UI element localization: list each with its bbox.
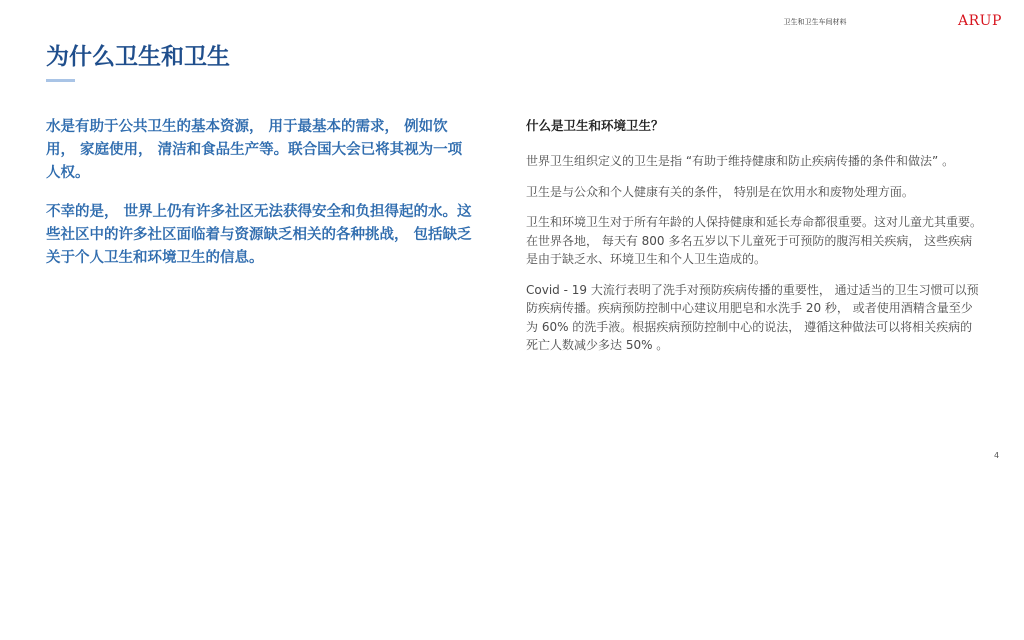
section-heading: 什么是卫生和环境卫生？ (526, 118, 664, 133)
intro-paragraph: 水是有助于公共卫生的基本资源， 用于最基本的需求， 例如饮用， 家庭使用， 清洁和食品生产等。联合国大会已将其视为一项人权。 (46, 119, 463, 181)
covid-paragraph: Covid - 19 大流行表明了洗手对预防疾病传播的重要性， 通过适当的卫生习惯可以预防疾病传播。疾病预防控制中心建议用肥皂和水洗手 20 秒， 或者使用酒精含量至少为 60% 的洗手液。根据疾病预防控制中心的说法， 遵循这种做法可以将相关疾病的死亡人数减少多达 50% 。 (526, 282, 979, 352)
arup-logo: ARUP (958, 13, 1002, 29)
challenge-paragraph: 不幸的是， 世界上仍有许多社区无法获得安全和负担得起的水。这些社区中的许多社区面临着与资源缺乏相关的各种挑战， 包括缺乏关于个人卫生和环境卫生的信息。 (46, 204, 472, 266)
title-underline (46, 79, 75, 82)
right-column (526, 116, 984, 367)
sanitation-definition-paragraph: 卫生是与公众和个人健康有关的条件， 特别是在饮用水和废物处理方面。 (526, 184, 914, 199)
importance-paragraph: 卫生和环境卫生对于所有年龄的人保持健康和延长寿命都很重要。这对儿童尤其重要。在世界各地， 每天有 800 多名五岁以下儿童死于可预防的腹泻相关疾病， 这些疾病是由于缺乏水、环境卫生和个人卫生造成的。 (526, 215, 983, 266)
left-column (46, 116, 476, 286)
document-label: 卫生和卫生车间材料 (783, 18, 847, 26)
page-number: 4 (994, 451, 1000, 460)
page-title: 为什么卫生和卫生 (46, 44, 230, 70)
who-definition-paragraph: 世界卫生组织定义的卫生是指 “有助于维持健康和防止疾病传播的条件和做法” 。 (526, 154, 955, 168)
